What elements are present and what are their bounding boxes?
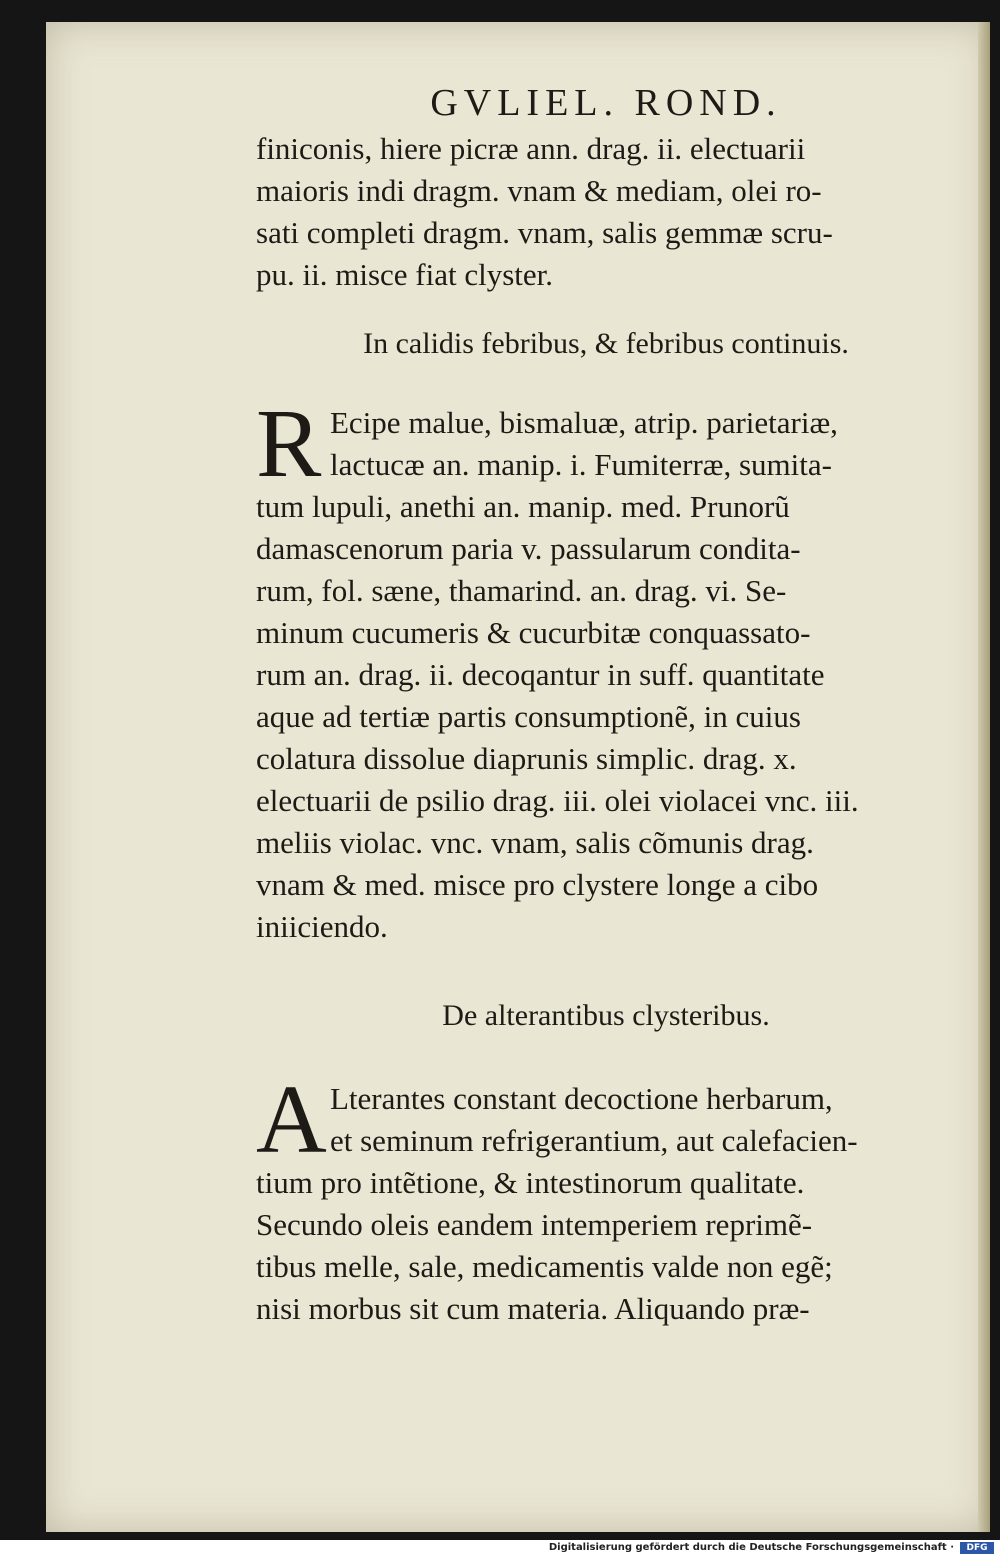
text-line: iniiciendo. (256, 909, 388, 944)
text-line: aque ad tertiæ partis consumptionẽ, in cuius (256, 699, 801, 734)
text-line: tibus melle, sale, medicamentis valde non egẽ; (256, 1249, 833, 1284)
text-line: nisi morbus sit cum materia. Aliquando præ- (256, 1291, 810, 1326)
text-line: rum an. drag. ii. decoqantur in suff. quantitate (256, 657, 825, 692)
section-heading-1: In calidis febribus, & febribus continuis. (363, 327, 849, 360)
text-line: tum lupuli, anethi an. manip. med. Prunorũ (256, 489, 790, 524)
text-line: vnam & med. misce pro clystere longe a cibo (256, 867, 819, 902)
text-line: rum, fol. sæne, thamarind. an. drag. vi. Se- (256, 573, 787, 608)
dfg-logo: DFG (960, 1542, 994, 1554)
section-heading-2: De alterantibus clysteribus. (442, 999, 770, 1032)
text-line: tium pro intẽtione, & intestinorum qualitate. (256, 1165, 805, 1200)
recipe-paragraph (256, 390, 956, 948)
text-line: Lterantes constant decoctione herbarum, (330, 1081, 833, 1116)
text-line: et seminum refrigerantium, aut calefacien- (330, 1123, 858, 1158)
text-line: lactucæ an. manip. i. Fumiterræ, sumita- (330, 447, 832, 482)
text-line: maioris indi dragm. vnam & mediam, olei ro- (256, 173, 822, 208)
text-line: sati completi dragm. vnam, salis gemmæ scru- (256, 215, 833, 250)
funding-credit: Digitalisierung gefördert durch die Deutsche Forschungsgemeinschaft · (548, 1542, 954, 1553)
text-line: electuarii de psilio drag. iii. olei violacei vnc. iii. (256, 783, 859, 818)
text-line: finiconis, hiere picræ ann. drag. ii. electuarii (256, 131, 806, 166)
running-head: GVLIEL. ROND. (430, 82, 782, 124)
text-block (256, 80, 956, 1330)
dropcap-A: A (256, 1066, 327, 1174)
continuation-paragraph (256, 128, 956, 296)
dropcap-R: R (256, 390, 322, 498)
text-line: Ecipe malue, bismaluæ, atrip. parietariæ, (330, 405, 838, 440)
text-line: colatura dissolue diaprunis simplic. drag. x. (256, 741, 797, 776)
alterantes-paragraph (256, 1066, 956, 1330)
book-page (46, 22, 990, 1532)
text-line: minum cucumeris & cucurbitæ conquassato- (256, 615, 811, 650)
text-line: Secundo oleis eandem intemperiem reprimẽ- (256, 1207, 813, 1242)
text-line: damascenorum paria v. passularum condita- (256, 531, 801, 566)
text-line: pu. ii. misce fiat clyster. (256, 257, 554, 292)
text-line: meliis violac. vnc. vnam, salis cõmunis drag. (256, 825, 814, 860)
footer-bar (0, 1540, 1000, 1556)
page-edge (978, 22, 990, 1532)
